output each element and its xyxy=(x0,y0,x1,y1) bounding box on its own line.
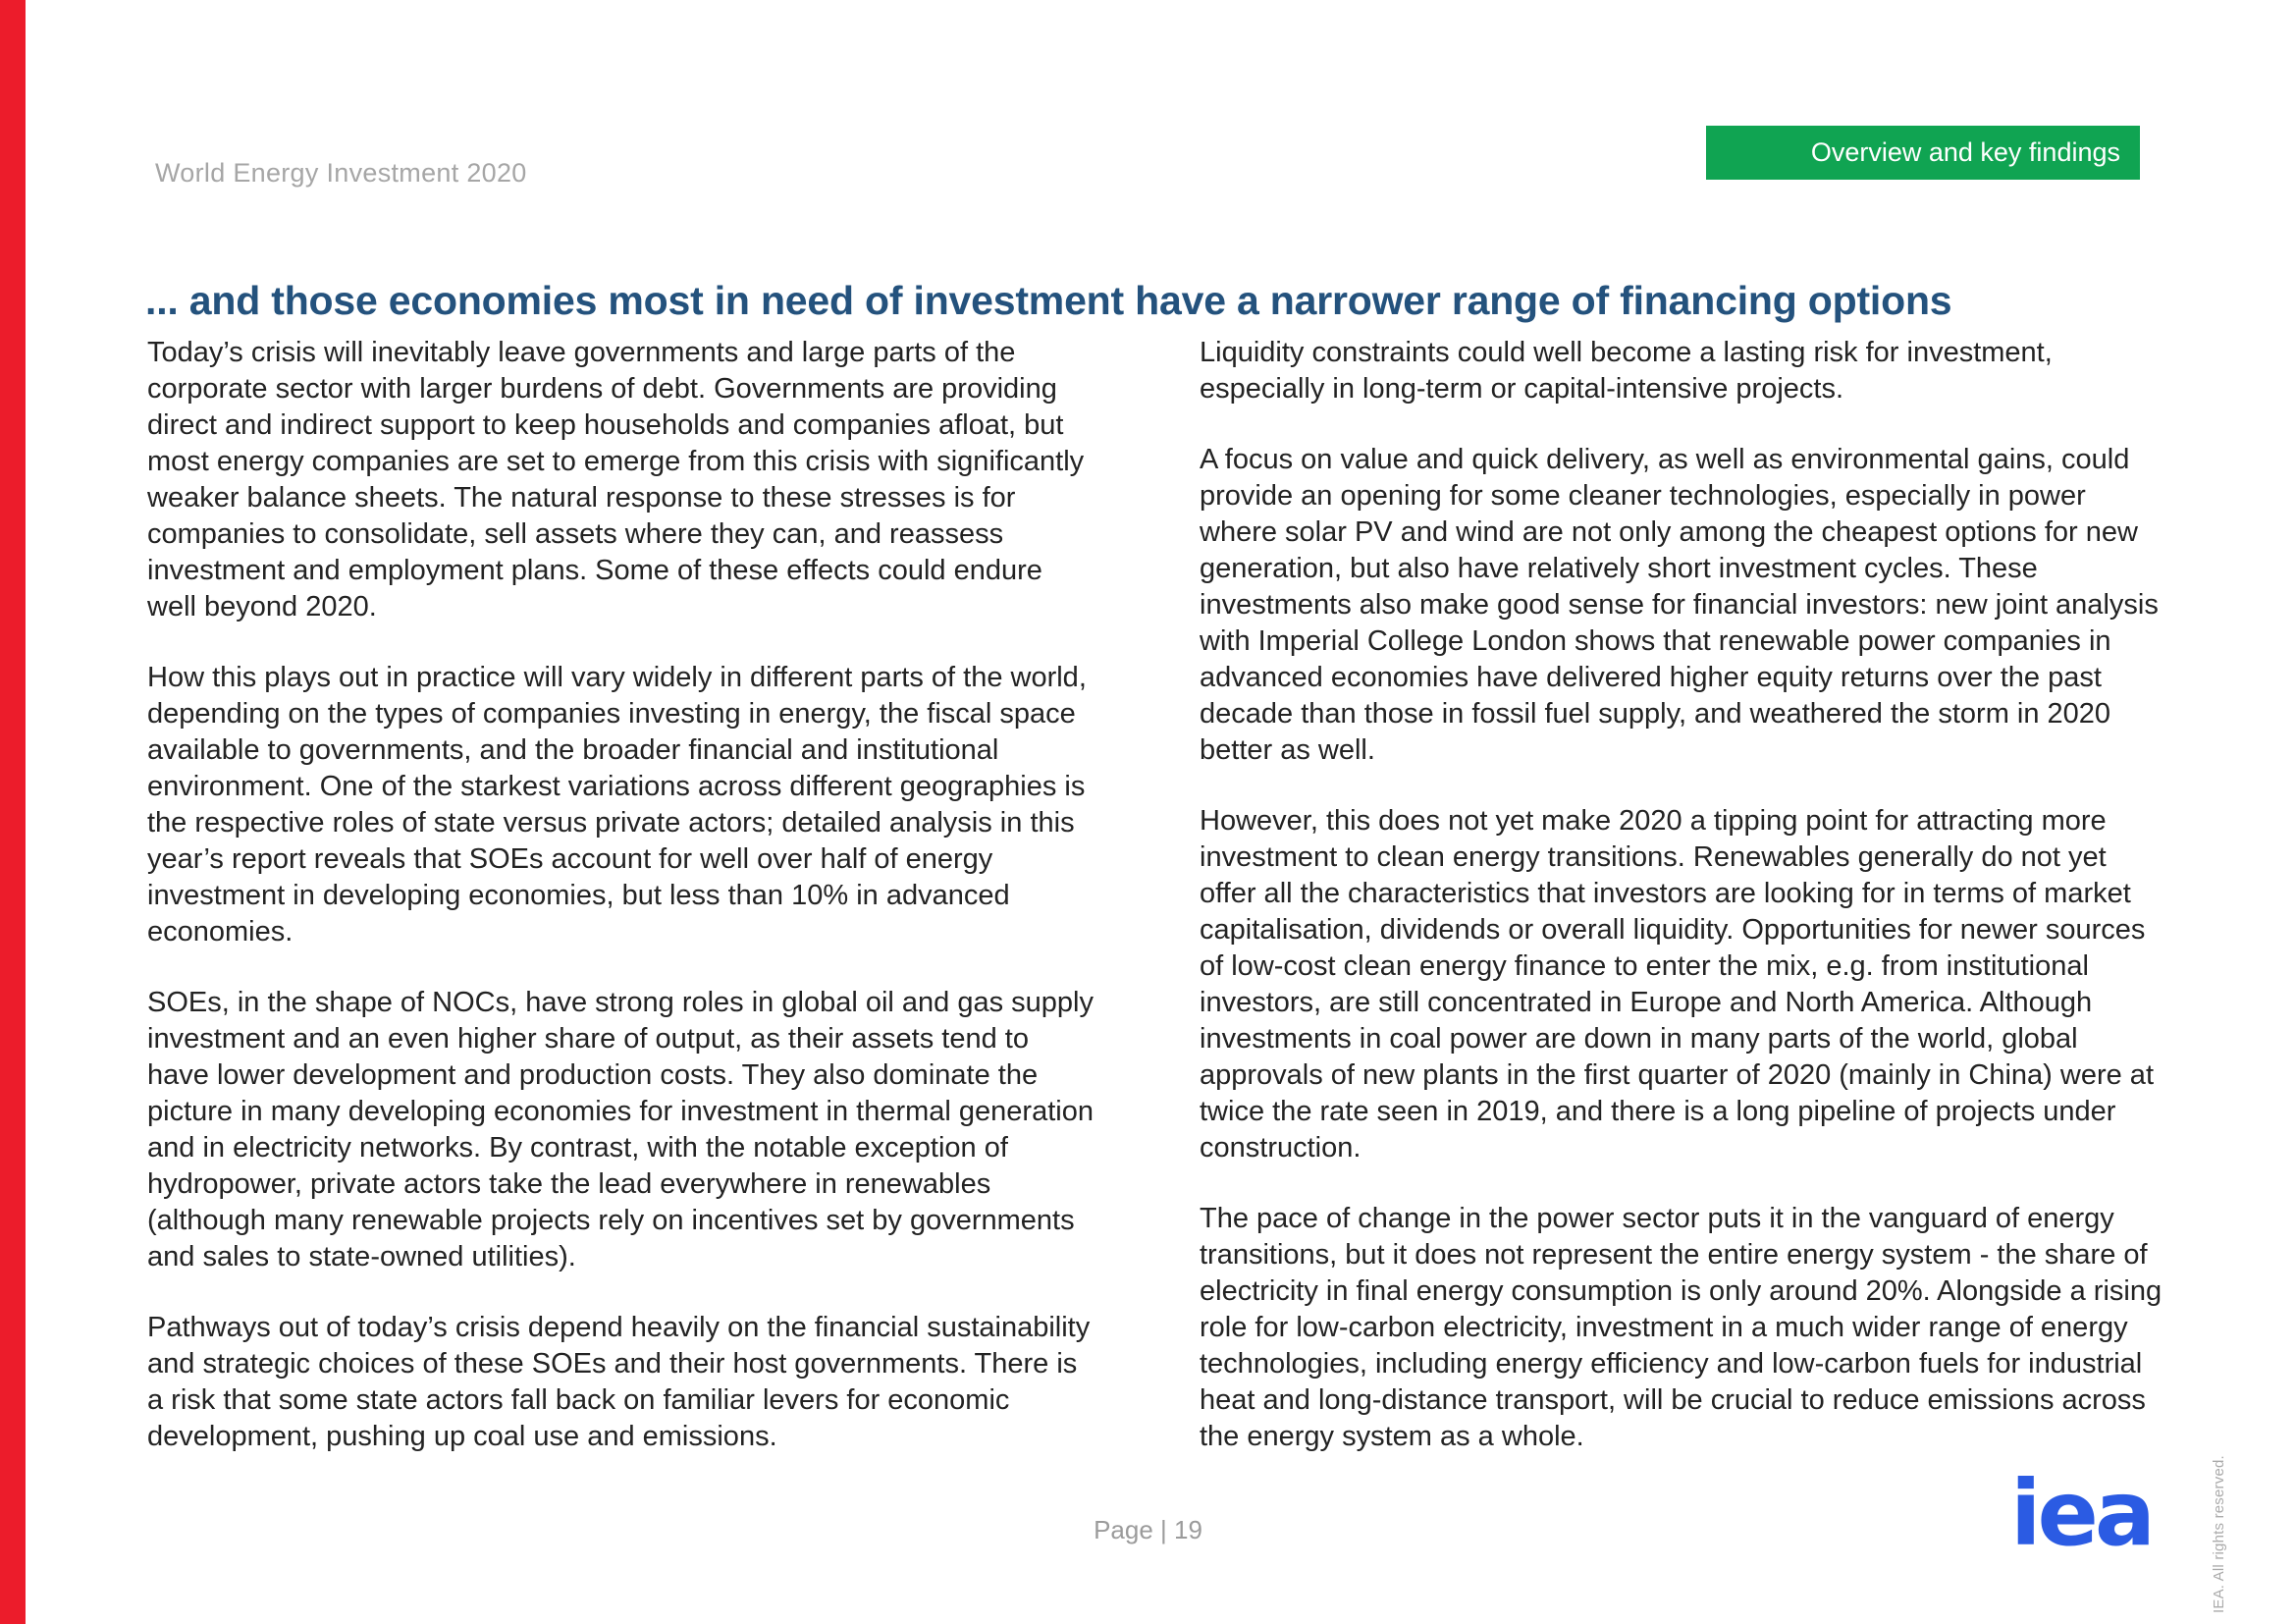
body-paragraph: Liquidity constraints could well become a lasting risk for investment, especially in long-term or capital-intensive projects. xyxy=(1200,337,2053,405)
text-column-left xyxy=(147,335,1097,1489)
body-paragraph: A focus on value and quick delivery, as well as environmental gains, could provide an opening for some cleaner technologies, especially in power where solar PV and wind are not only among the cheapest options for new generation, but also have relatively short investment cycles. These investments also make good sense for financial investors: new joint analysis with Imperial College London shows that renewable power companies in advanced economies have delivered higher equity returns over the past decade than those in fossil fuel supply, and weathered the storm in 2020 better as well. xyxy=(1200,444,2159,766)
body-paragraph: However, this does not yet make 2020 a tipping point for attracting more investment to clean energy transitions. Renewables generally do not yet offer all the characteristics that investors are looking for in terms of market capitalisation, dividends or overall liquidity. Opportunities for newer sources of low-cost clean energy finance to enter the mix, e.g. from institutional investors, are still concentrated in Europe and North America. Although investments in coal power are down in many parts of the world, global approvals of new plants in the first quarter of 2020 (mainly in China) were at twice the rate seen in 2019, and there is a long pipeline of projects under construction. xyxy=(1200,805,2154,1164)
body-paragraph: SOEs, in the shape of NOCs, have strong roles in global oil and gas supply investment and an even higher share of output, as their assets tend to have lower development and production costs. They also dominate the picture in many developing economies for investment in thermal generation and in electricity networks. By contrast, with the notable exception of hydropower, private actors take the lead everywhere in renewables (although many renewable projects rely on incentives set by governments and sales to state-owned utilities). xyxy=(147,987,1094,1272)
section-badge: Overview and key findings xyxy=(1706,126,2140,180)
body-paragraph: Pathways out of today’s crisis depend heavily on the financial sustainability and strategic choices of these SOEs and their host governments. There is a risk that some state actors fall back on familiar levers for economic development, pushing up coal use and emissions. xyxy=(147,1312,1091,1452)
page-number: Page | 19 xyxy=(1094,1515,1202,1544)
left-accent-bar xyxy=(0,0,26,1624)
report-title-header: World Energy Investment 2020 xyxy=(155,158,527,188)
iea-logo: iea xyxy=(2010,1461,2153,1566)
copyright-vertical-text: IEA. All rights reserved. xyxy=(2211,1455,2227,1613)
text-column-right xyxy=(1200,335,2169,1489)
body-paragraph: How this plays out in practice will vary widely in different parts of the world, depending on the types of companies investing in energy, the fiscal space available to governments, and the broader financial and institutional environment. One of the starkest variations across different geographies is the respective roles of state versus private actors; detailed analysis in this year’s report reveals that SOEs account for well over half of energy investment in developing economies, but less than 10% in advanced economies. xyxy=(147,662,1087,947)
body-paragraph: The pace of change in the power sector puts it in the vanguard of energy transitions, but it does not represent the entire energy system - the share of electricity in final energy consumption is only around 20%. Alongside a rising role for low-carbon electricity, investment in a much wider range of energy technologies, including energy efficiency and low-carbon fuels for industrial heat and long-distance transport, will be crucial to reduce emissions across the energy system as a whole. xyxy=(1200,1203,2163,1452)
body-paragraph: Today’s crisis will inevitably leave governments and large parts of the corporate sector with larger burdens of debt. Governments are providing direct and indirect support to keep households and companies afloat, but most energy companies are set to emerge from this crisis with significantly weaker balance sheets. The natural response to these stresses is for companies to consolidate, sell assets where they can, and reassess investment and employment plans. Some of these effects could endure well beyond 2020. xyxy=(147,337,1085,623)
page-title: ... and those economies most in need of investment have a narrower range of financing options xyxy=(145,278,1952,324)
